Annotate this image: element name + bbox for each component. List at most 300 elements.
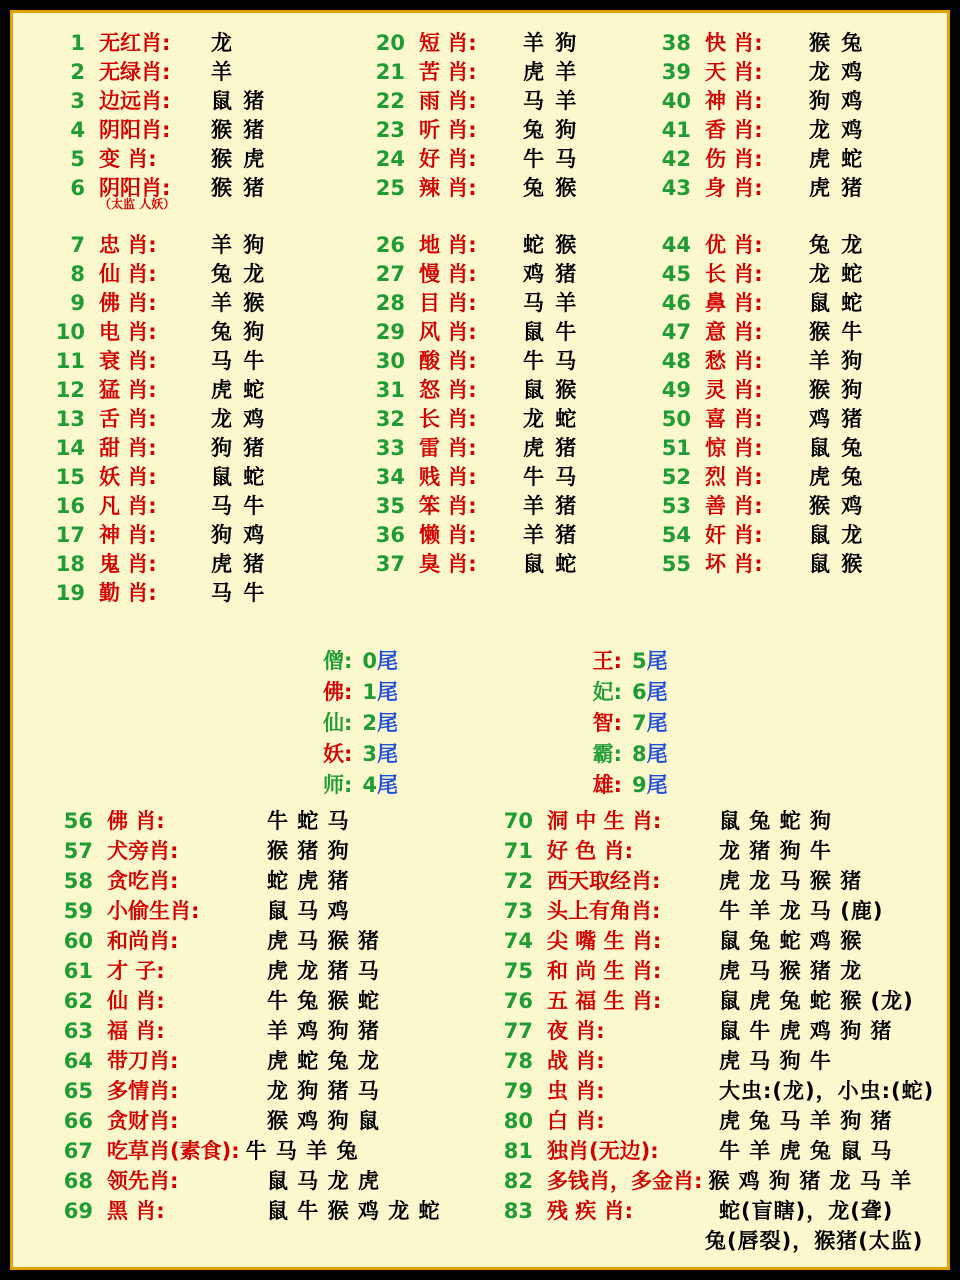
spacer (41, 213, 361, 229)
item-values: 兔 龙 (211, 262, 267, 286)
item-label: 勤 肖: (99, 581, 157, 605)
tail-item (568, 738, 668, 767)
item-label: 鬼 肖: (99, 552, 157, 576)
list-item (41, 865, 481, 895)
list-item (647, 258, 927, 287)
item-values: 猴 狗 (809, 378, 865, 402)
list-item (361, 345, 647, 374)
item-values: 虎 羊 (523, 60, 579, 84)
list-item (481, 835, 941, 865)
item-values: 虎 马 狗 牛 (719, 1049, 832, 1073)
item-number: 21 (375, 60, 405, 84)
list-item (41, 1105, 481, 1135)
item-values: 蛇(盲瞎)，龙(聋) (719, 1199, 894, 1223)
list-item (647, 548, 927, 577)
bottom-right-column (481, 805, 941, 1255)
list-item (481, 1135, 941, 1165)
tail-unit: 尾 (377, 742, 398, 766)
item-number: 33 (375, 436, 405, 460)
item-label: 灵 肖: (705, 378, 763, 402)
tail-number: 7 (632, 711, 647, 735)
item-number: 3 (70, 89, 85, 113)
item-label: 电 肖: (99, 320, 157, 344)
tail-item (298, 738, 398, 767)
tails-right-column (568, 645, 668, 798)
item-label: 贱 肖: (419, 465, 477, 489)
list-item (361, 432, 647, 461)
tail-number: 3 (362, 742, 377, 766)
item-label: 善 肖: (705, 494, 763, 518)
tail-unit: 尾 (646, 649, 668, 673)
list-item (41, 403, 361, 432)
item-label: 无红肖: (99, 31, 171, 55)
item-values: 猴 猪 狗 (267, 839, 350, 863)
tail-number: 6 (632, 680, 647, 704)
list-item (647, 316, 927, 345)
item-number: 71 (503, 839, 533, 863)
item-values: 鼠 马 龙 虎 (267, 1169, 380, 1193)
list-item (41, 56, 361, 85)
tail-key: 妃: (592, 680, 622, 704)
item-label: 优 肖: (705, 233, 763, 257)
item-label: 多钱肖，多金肖: (547, 1169, 703, 1193)
item-values: 龙 (211, 31, 234, 55)
list-item (41, 316, 361, 345)
tail-item (298, 645, 398, 674)
item-label: 神 肖: (99, 523, 157, 547)
item-label: 黑 肖: (107, 1199, 165, 1223)
item-values: 虎 马 猴 猪 (267, 929, 380, 953)
item-label: 妖 肖: (99, 465, 157, 489)
item-values: 猴 兔 (809, 31, 865, 55)
list-item (481, 1165, 941, 1195)
item-number: 38 (661, 31, 691, 55)
list-item (481, 985, 941, 1015)
tail-value (632, 707, 668, 737)
item-number: 1 (70, 31, 85, 55)
tail-key: 僧: (322, 649, 353, 673)
item-values: 牛 兔 猴 蛇 (267, 989, 380, 1013)
list-item (361, 403, 647, 432)
list-item (481, 805, 941, 835)
item-number: 32 (375, 407, 405, 431)
item-number: 65 (63, 1079, 93, 1103)
list-item (41, 548, 361, 577)
item-label: 酸 肖: (419, 349, 477, 373)
item-label: 带刀肖: (107, 1049, 179, 1073)
item-label: 目 肖: (419, 291, 477, 315)
tail-value (362, 676, 398, 706)
list-item (41, 1045, 481, 1075)
item-number: 83 (503, 1199, 533, 1223)
item-label: 猛 肖: (99, 378, 157, 402)
item-number: 63 (63, 1019, 93, 1043)
tail-number: 4 (362, 773, 377, 797)
item-number: 48 (661, 349, 691, 373)
list-item (481, 1045, 941, 1075)
list-item (361, 229, 647, 258)
item-number: 47 (661, 320, 691, 344)
item-values: 鸡 猪 (523, 262, 579, 286)
item-values: 虎 猪 (809, 176, 865, 200)
spacer (361, 213, 647, 229)
list-item (647, 461, 927, 490)
item-number: 28 (375, 291, 405, 315)
item-values: 虎 龙 猪 马 (267, 959, 380, 983)
item-number: 20 (375, 31, 405, 55)
list-item (41, 925, 481, 955)
item-values: 兔 龙 (809, 233, 865, 257)
item-label: 战 肖: (547, 1049, 605, 1073)
item-values: 羊 (211, 60, 234, 84)
list-item (647, 172, 927, 201)
item-note: （太监 人妖） (99, 197, 176, 211)
item-label: 才 子: (107, 959, 165, 983)
item-number: 23 (375, 118, 405, 142)
tail-value (632, 645, 668, 675)
item-label: 虫 肖: (547, 1079, 605, 1103)
item-values: 虎 猪 (523, 436, 579, 460)
item-values: 羊 猪 (523, 523, 579, 547)
item-label: 洞 中 生 肖: (547, 809, 662, 833)
list-item (481, 1195, 941, 1225)
tail-key: 妖: (322, 742, 353, 766)
item-label: 白 肖: (547, 1109, 605, 1133)
item-values: 蛇 猴 (523, 233, 579, 257)
list-item (361, 258, 647, 287)
item-values: 龙 鸡 (211, 407, 267, 431)
list-item-continuation (481, 1225, 941, 1255)
item-label: 好 色 肖: (547, 839, 634, 863)
item-label: 身 肖: (705, 176, 763, 200)
item-number: 52 (661, 465, 691, 489)
item-label: 仙 肖: (99, 262, 157, 286)
list-item (361, 114, 647, 143)
list-item (361, 287, 647, 316)
tail-key: 仙: (322, 711, 353, 735)
item-label: 烈 肖: (705, 465, 763, 489)
tail-number: 8 (632, 742, 647, 766)
item-label: 和尚肖: (107, 929, 179, 953)
tail-unit: 尾 (377, 680, 398, 704)
tail-value (632, 676, 668, 706)
item-label: 贪吃肖: (107, 869, 179, 893)
item-number: 69 (63, 1199, 93, 1223)
item-number: 14 (55, 436, 85, 460)
item-values: 马 羊 (523, 89, 579, 113)
list-item (41, 577, 361, 606)
list-item (41, 374, 361, 403)
item-label: 天 肖: (705, 60, 763, 84)
item-values: 牛 马 (523, 349, 579, 373)
item-number: 40 (661, 89, 691, 113)
item-label: 好 肖: (419, 147, 477, 171)
item-label: 夜 肖: (547, 1019, 605, 1043)
tail-value (362, 645, 398, 675)
item-number: 45 (661, 262, 691, 286)
list-item (41, 805, 481, 835)
item-number: 5 (70, 147, 85, 171)
item-values: 猴 鸡 (809, 494, 865, 518)
item-values: 龙 蛇 (809, 262, 865, 286)
tail-unit: 尾 (377, 711, 398, 735)
item-number: 55 (661, 552, 691, 576)
item-number: 19 (55, 581, 85, 605)
item-label: 雷 肖: (419, 436, 477, 460)
bottom-left-column (41, 805, 481, 1255)
item-number: 59 (63, 899, 93, 923)
list-item (41, 985, 481, 1015)
item-label: 忠 肖: (99, 233, 157, 257)
list-item (647, 345, 927, 374)
list-item (361, 519, 647, 548)
list-item (647, 374, 927, 403)
item-label: 残 疾 肖: (547, 1199, 634, 1223)
item-label: 辣 肖: (419, 176, 477, 200)
item-label: 独肖(无边): (547, 1139, 659, 1163)
item-label: 和 尚 生 肖: (547, 959, 662, 983)
list-item (41, 27, 361, 56)
item-number: 30 (375, 349, 405, 373)
item-values: 鼠 兔 (809, 436, 865, 460)
list-item (361, 85, 647, 114)
item-values: 鼠 龙 (809, 523, 865, 547)
item-values: 鼠 兔 蛇 鸡 猴 (719, 929, 863, 953)
item-number: 2 (70, 60, 85, 84)
item-values: 羊 猪 (523, 494, 579, 518)
item-number: 76 (503, 989, 533, 1013)
list-item (361, 490, 647, 519)
list-item (41, 287, 361, 316)
item-label: 懒 肖: (419, 523, 477, 547)
item-number: 37 (375, 552, 405, 576)
item-number: 51 (661, 436, 691, 460)
item-label: 神 肖: (705, 89, 763, 113)
list-item (361, 143, 647, 172)
list-item (647, 490, 927, 519)
list-item (481, 925, 941, 955)
item-number: 49 (661, 378, 691, 402)
item-number: 67 (63, 1139, 93, 1163)
list-item (481, 1015, 941, 1045)
tail-number: 5 (632, 649, 647, 673)
item-label: 仙 肖: (107, 989, 165, 1013)
item-values: 牛 羊 龙 马 (鹿) (719, 899, 884, 923)
item-label: 阴阳肖: (99, 176, 171, 200)
tail-unit: 尾 (646, 711, 668, 735)
item-number: 79 (503, 1079, 533, 1103)
tails-section (13, 645, 953, 798)
item-label: 臭 肖: (419, 552, 477, 576)
list-item (647, 114, 927, 143)
list-item (361, 56, 647, 85)
item-values: 鼠 牛 (523, 320, 579, 344)
item-number: 27 (375, 262, 405, 286)
item-label: 变 肖: (99, 147, 157, 171)
item-number: 9 (70, 291, 85, 315)
list-item (647, 27, 927, 56)
item-number: 72 (503, 869, 533, 893)
list-item (361, 374, 647, 403)
tails-left-column (298, 645, 398, 798)
list-item (481, 1105, 941, 1135)
tail-number: 9 (632, 773, 647, 797)
column-three (647, 27, 927, 606)
list-item (481, 865, 941, 895)
list-item (41, 1015, 481, 1045)
item-number: 6 (70, 176, 85, 200)
tail-unit: 尾 (646, 742, 668, 766)
tail-key: 智: (592, 711, 622, 735)
item-values: 鼠 蛇 (809, 291, 865, 315)
list-item (41, 85, 361, 114)
item-values: 虎 兔 (809, 465, 865, 489)
tail-number: 2 (362, 711, 377, 735)
item-number: 74 (503, 929, 533, 953)
item-label: 短 肖: (419, 31, 477, 55)
item-values: 龙 猪 狗 牛 (719, 839, 832, 863)
list-item (361, 548, 647, 577)
item-label: 衰 肖: (99, 349, 157, 373)
list-item (647, 287, 927, 316)
list-item (361, 461, 647, 490)
item-number: 54 (661, 523, 691, 547)
tail-unit: 尾 (377, 649, 398, 673)
item-number: 12 (55, 378, 85, 402)
tail-key: 雄: (592, 773, 622, 797)
item-label: 意 肖: (705, 320, 763, 344)
list-item (41, 461, 361, 490)
item-number: 77 (503, 1019, 533, 1043)
item-label: 头上有角肖: (547, 899, 661, 923)
item-values: 虎 兔 马 羊 狗 猪 (719, 1109, 893, 1133)
list-item (481, 1075, 941, 1105)
list-item (41, 432, 361, 461)
bottom-columns (41, 805, 941, 1255)
item-values: 羊 鸡 狗 猪 (267, 1019, 380, 1043)
item-number: 61 (63, 959, 93, 983)
item-values: 猴 牛 (809, 320, 865, 344)
item-number: 82 (503, 1169, 533, 1193)
item-values: 鼠 虎 兔 蛇 猴 (龙) (719, 989, 914, 1013)
item-values: 牛 马 (523, 147, 579, 171)
list-item (481, 895, 941, 925)
item-label: 尖 嘴 生 肖: (547, 929, 662, 953)
tail-value (362, 769, 398, 799)
item-values: 鸡 猪 (809, 407, 865, 431)
item-label: 伤 肖: (705, 147, 763, 171)
item-label: 奸 肖: (705, 523, 763, 547)
list-item (41, 1195, 481, 1225)
item-values: 鼠 兔 蛇 狗 (719, 809, 832, 833)
item-number: 16 (55, 494, 85, 518)
item-label: 怒 肖: (419, 378, 477, 402)
item-label: 西天取经肖: (547, 869, 661, 893)
item-number: 70 (503, 809, 533, 833)
item-label: 长 肖: (419, 407, 477, 431)
item-values: 马 牛 (211, 581, 267, 605)
list-item (361, 172, 647, 201)
item-values: 猴 鸡 狗 鼠 (267, 1109, 380, 1133)
tail-unit: 尾 (377, 773, 398, 797)
tail-unit: 尾 (646, 680, 668, 704)
item-label: 多情肖: (107, 1079, 179, 1103)
list-item (647, 85, 927, 114)
item-label: 佛 肖: (107, 809, 165, 833)
tail-item (298, 769, 398, 798)
list-item (41, 1135, 481, 1165)
tail-key: 师: (322, 773, 353, 797)
item-label: 惊 肖: (705, 436, 763, 460)
item-number: 15 (55, 465, 85, 489)
item-values: 鼠 蛇 (211, 465, 267, 489)
item-values: 猴 虎 (211, 147, 267, 171)
list-item (41, 895, 481, 925)
list-item (41, 114, 361, 143)
item-values: 虎 龙 马 猴 猪 (719, 869, 863, 893)
item-values: 虎 蛇 (211, 378, 267, 402)
item-number: 80 (503, 1109, 533, 1133)
item-values: 鼠 猴 (523, 378, 579, 402)
item-number: 31 (375, 378, 405, 402)
item-number: 64 (63, 1049, 93, 1073)
item-number: 35 (375, 494, 405, 518)
item-label: 贪财肖: (107, 1109, 179, 1133)
item-label: 凡 肖: (99, 494, 157, 518)
item-label: 佛 肖: (99, 291, 157, 315)
tail-item (298, 676, 398, 705)
item-values: 牛 马 羊 兔 (245, 1139, 359, 1163)
item-number: 78 (503, 1049, 533, 1073)
item-number: 58 (63, 869, 93, 893)
tail-item (568, 676, 668, 705)
poster-inner (13, 13, 947, 1267)
item-number: 26 (375, 233, 405, 257)
list-item (647, 143, 927, 172)
item-values: 鼠 牛 猴 鸡 龙 蛇 (267, 1199, 441, 1223)
list-item (41, 345, 361, 374)
item-number: 17 (55, 523, 85, 547)
column-two (361, 27, 647, 606)
item-number: 53 (661, 494, 691, 518)
item-number: 68 (63, 1169, 93, 1193)
item-number: 39 (661, 60, 691, 84)
item-number: 22 (375, 89, 405, 113)
item-values: 兔 狗 (523, 118, 579, 142)
list-item (41, 143, 361, 172)
item-values: 马 牛 (211, 349, 267, 373)
item-number: 62 (63, 989, 93, 1013)
tail-value (632, 738, 668, 768)
tail-item (568, 707, 668, 736)
item-label: 听 肖: (419, 118, 477, 142)
column-one (41, 27, 361, 606)
list-item (41, 490, 361, 519)
top-columns (41, 27, 927, 606)
item-values: 龙 蛇 (523, 407, 579, 431)
item-values: 牛 蛇 马 (267, 809, 350, 833)
item-label: 边远肖: (99, 89, 171, 113)
item-values: 虎 蛇 兔 龙 (267, 1049, 380, 1073)
tail-unit: 尾 (646, 773, 668, 797)
list-item (41, 835, 481, 865)
list-item (41, 955, 481, 985)
item-label: 甜 肖: (99, 436, 157, 460)
item-label: 无绿肖: (99, 60, 171, 84)
tail-key: 佛: (322, 680, 353, 704)
item-number: 44 (661, 233, 691, 257)
item-number: 11 (55, 349, 85, 373)
